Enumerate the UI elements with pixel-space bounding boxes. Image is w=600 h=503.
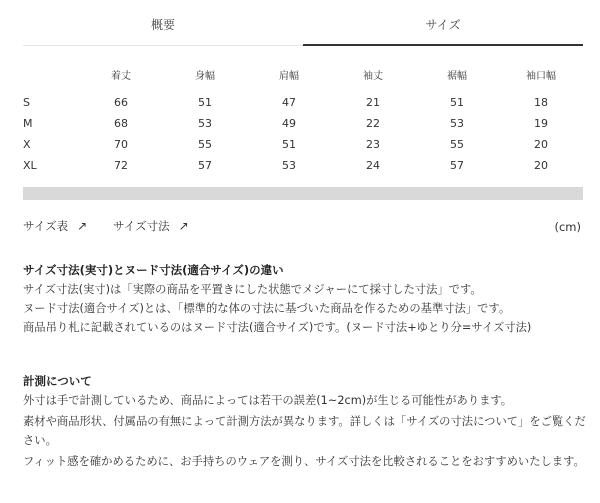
- table-header-cell: 肩幅: [279, 71, 299, 82]
- section-text: サイズ寸法(実寸)は「実際の商品を平置きにした状態でメジャーにて採寸した寸法」です。: [23, 283, 482, 296]
- table-header-cell: 着丈: [111, 71, 131, 82]
- unit-label: (cm): [554, 220, 581, 234]
- table-header-row: [23, 62, 583, 92]
- table-cell: 20: [534, 138, 548, 151]
- size-measure-link-label: サイズ寸法: [113, 219, 170, 233]
- tab-size[interactable]: サイズ: [303, 0, 583, 46]
- tab-overview[interactable]: 概要: [23, 0, 303, 46]
- size-chart-link[interactable]: [23, 218, 87, 234]
- section-text: ヌード寸法(適合サイズ)とは、「標準的な体の寸法に基づいた商品を作るための基準寸法」です。: [23, 302, 511, 315]
- table-header-cell: [23, 62, 79, 92]
- table-cell: 23: [366, 138, 380, 151]
- section-title: サイズ寸法(実寸)とヌード寸法(適合サイズ)の違い: [23, 263, 284, 277]
- table-row: [23, 155, 583, 176]
- table-cell: 53: [450, 117, 464, 130]
- size-label: XL: [23, 159, 37, 172]
- table-cell: 47: [282, 96, 296, 109]
- table-cell: 51: [282, 138, 296, 151]
- table-header-cell: 袖丈: [363, 71, 383, 82]
- table-cell: 53: [282, 159, 296, 172]
- size-table: [23, 62, 583, 176]
- size-label: M: [23, 117, 33, 130]
- links-row: [23, 218, 583, 236]
- table-cell: 68: [114, 117, 128, 130]
- external-arrow-icon: ↗: [77, 219, 88, 233]
- table-cell: 55: [450, 138, 464, 151]
- size-chart-link-label: サイズ表: [23, 219, 69, 233]
- external-arrow-icon: ↗: [178, 219, 189, 233]
- table-cell: 53: [198, 117, 212, 130]
- size-measure-link[interactable]: [113, 218, 189, 234]
- table-cell: 72: [114, 159, 128, 172]
- table-row: [23, 92, 583, 113]
- size-label: X: [23, 138, 31, 151]
- table-cell: 66: [114, 96, 128, 109]
- table-header-cell: 裾幅: [447, 71, 467, 82]
- table-cell: 51: [198, 96, 212, 109]
- size-label: S: [23, 96, 30, 109]
- table-row: [23, 113, 583, 134]
- table-cell: 21: [366, 96, 380, 109]
- tab-bar: [23, 0, 583, 46]
- section-text: 素材や商品形状、付属品の有無によって計測方法が異なります。詳しくは「サイズの寸法について」をご覧ください。: [23, 415, 586, 447]
- table-cell: 55: [198, 138, 212, 151]
- section-text: 外寸は手で計測しているため、商品によっては若干の誤差(1~2cm)が生じる可能性があります。: [23, 394, 513, 407]
- table-row: [23, 134, 583, 155]
- measurement-section: [23, 372, 588, 471]
- section-title: 計測について: [23, 374, 92, 388]
- table-cell: 24: [366, 159, 380, 172]
- table-horizontal-scrollbar[interactable]: [23, 187, 583, 200]
- table-cell: 51: [450, 96, 464, 109]
- table-cell: 70: [114, 138, 128, 151]
- section-text: フィット感を確かめるために、お手持ちのウェアを測り、サイズ寸法を比較されることをおすすめいたします。: [23, 455, 585, 468]
- table-cell: 57: [198, 159, 212, 172]
- table-cell: 19: [534, 117, 548, 130]
- table-cell: 57: [450, 159, 464, 172]
- section-text: 商品吊り札に記載されているのはヌード寸法(適合サイズ)です。(ヌード寸法+ゆとり分=サイズ寸法): [23, 321, 532, 334]
- table-header-cell: 身幅: [195, 71, 215, 82]
- table-cell: 18: [534, 96, 548, 109]
- table-cell: 20: [534, 159, 548, 172]
- table-cell: 22: [366, 117, 380, 130]
- table-header-cell: 袖口幅: [526, 71, 556, 82]
- size-difference-section: [23, 261, 588, 337]
- table-cell: 49: [282, 117, 296, 130]
